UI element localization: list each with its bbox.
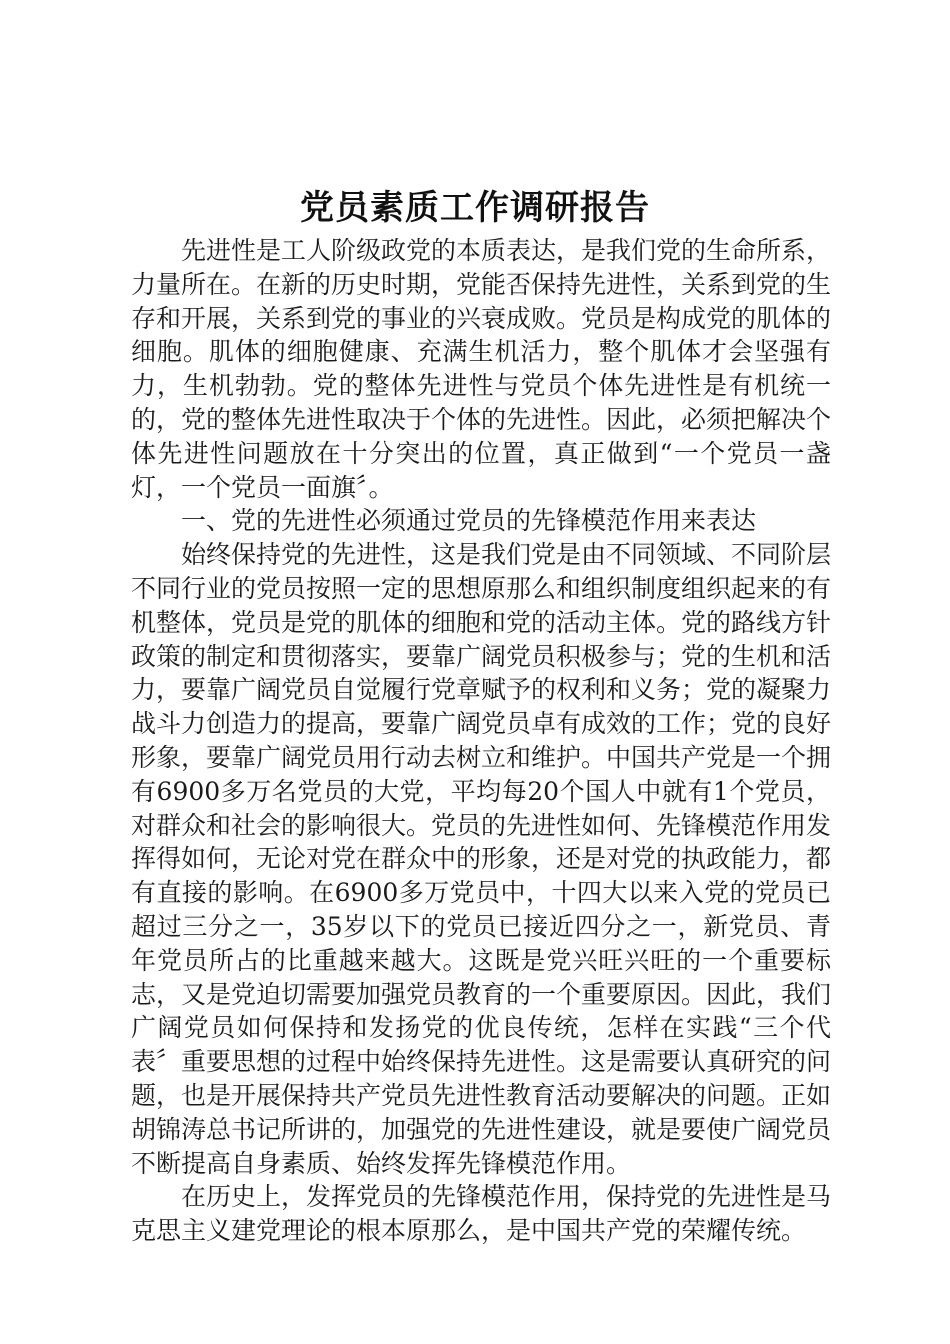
paragraph-intro: 先进性是工人阶级政党的本质表达，是我们党的生命所系，力量所在。在新的历史时期，党能否保持先进性，关系到党的生存和开展，关系到党的事业的兴衰成败。党员是构成党的肌体的细胞。肌体的细胞健康、充满生机活力，整个肌体才会坚强有力，生机勃勃。党的整体先进性与党员个体先进性是有机统一的，党的整体先进性取决于个体的先进性。因此，必须把解决个体先进性问题放在十分突出的位置，真正做到“一个党员一盏灯，一个党员一面旗〞。 [131,236,832,502]
document-title: 党员素质工作调研报告 [300,188,650,228]
paragraph-section-1: 始终保持党的先进性，这是我们党是由不同领域、不同阶层不同行业的党员按照一定的思想原那么和组织制度组织起来的有机整体，党员是党的肌体的细胞和党的活动主体。党的路线方针政策的制定和贯彻落实，要靠广阔党员积极参与；党的生机和活力，要靠广阔党员自觉履行党章赋予的权利和义务；党的凝聚力战斗力创造力的提高，要靠广阔党员卓有成效的工作；党的良好形象，要靠广阔党员用行动去树立和维护。中国共产党是一个拥有6900多万名党员的大党，平均每20个国人中就有1个党员，对群众和社会的影响很大。党员的先进性如何、先锋模范作用发挥得如何，无论对党在群众中的形象，还是对党的执政能力，都有直接的影响。在6900多万党员中，十四大以来入党的党员已超过三分之一，35岁以下的党员已接近四分之一，新党员、青年党员所占的比重越来越大。这既是党兴旺兴旺的一个重要标志，又是党迫切需要加强党员教育的一个重要原因。因此，我们广阔党员如何保持和发扬党的优良传统，怎样在实践“三个代表〞重要思想的过程中始终保持先进性。这是需要认真研究的问题，也是开展保持共产党员先进性教育活动要解决的问题。正如胡锦涛总书记所讲的，加强党的先进性建设，就是要使广阔党员不断提高自身素质、始终发挥先锋模范作用。 [131,540,832,1178]
document-body [131,234,831,1248]
paragraph-history: 在历史上，发挥党员的先锋模范作用，保持党的先进性是马克思主义建党理论的根本原那么，是中国共产党的荣耀传统。 [131,1182,832,1246]
section-heading-1: 一、党的先进性必须通过党员的先锋模范作用来表达 [181,506,757,536]
